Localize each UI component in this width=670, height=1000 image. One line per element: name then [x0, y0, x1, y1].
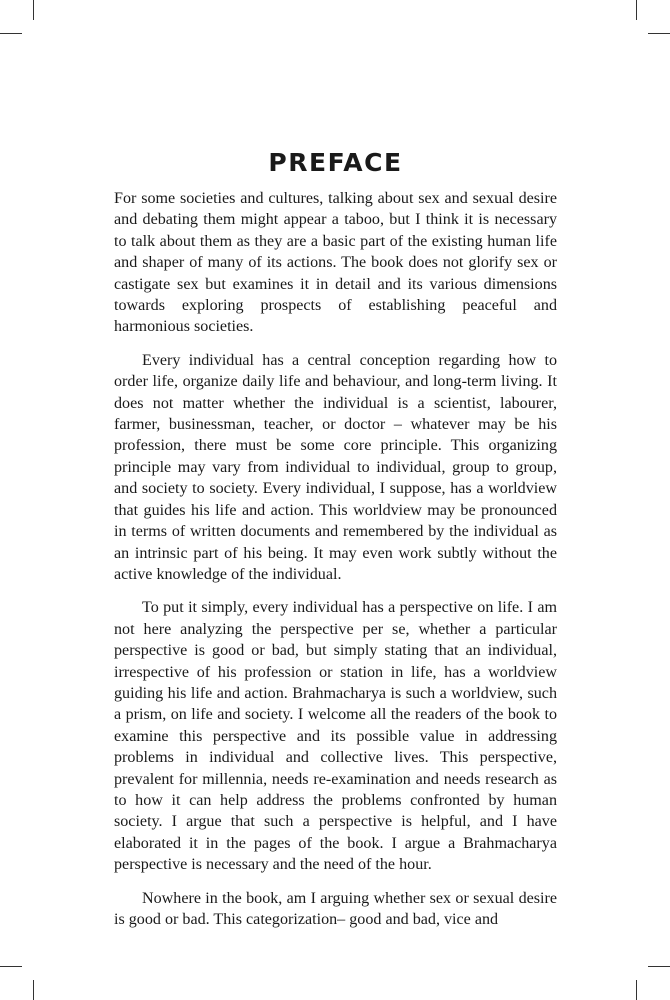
crop-mark-bottom-left-vertical: [33, 980, 34, 1000]
paragraph-2: Every individual has a central conception regarding how to order life, organize daily life and behaviour, and long-term living. It does not matter whether the individual is a scientist, labourer, farmer, businessman, teacher, or doctor – whatever may be his profession, there must be some core principle. This organizing principle may vary from individual to individual, group to group, and society to society. Every individual, I suppose, has a worldview that guides his life and action. This worldview may be pronounced in terms of written documents and remembered by the individual as an intrinsic part of his being. It may even work subtly without the active knowledge of the individual.: [114, 351, 557, 583]
page-title: PREFACE: [268, 148, 403, 177]
paragraph-1: For some societies and cultures, talking about sex and sexual desire and debating them might appear a taboo, but I think it is necessary to talk about them as they are a basic part of the existing human life and shaper of many of its actions. The book does not glorify sex or castigate sex but examines it in detail and its various dimensions towards exploring prospects of establishing peaceful and harmonious societies.: [114, 190, 557, 336]
crop-mark-top-left-horizontal: [0, 33, 22, 34]
paragraph-3: To put it simply, every individual has a perspective on life. I am not here analyzing the perspective per se, whether a particular perspective is good or bad, but simply stating that an individual, irrespective of his profession or station in life, has a worldview guiding his life and action. Brahmacharya is such a worldview, such a prism, on life and society. I welcome all the readers of the book to examine this perspective and its possible value in addressing problems in individual and collective lives. This perspective, prevalent for millennia, needs re-examination and needs research as to how it can help address the problems confronted by human society. I argue that such a perspective is helpful, and I have elaborated it in the pages of the book. I argue a Brahmacharya perspective is necessary and the need of the hour.: [114, 599, 557, 874]
crop-mark-top-right-horizontal: [648, 33, 670, 34]
crop-mark-top-right-vertical: [636, 0, 637, 20]
crop-mark-bottom-right-horizontal: [648, 966, 670, 967]
page-content: [114, 146, 557, 942]
crop-mark-bottom-right-vertical: [636, 980, 637, 1000]
crop-mark-top-left-vertical: [33, 0, 34, 20]
paragraph-4: Nowhere in the book, am I arguing whether sex or sexual desire is good or bad. This categorization– good and bad, vice and: [114, 889, 557, 928]
crop-mark-bottom-left-horizontal: [0, 966, 22, 967]
